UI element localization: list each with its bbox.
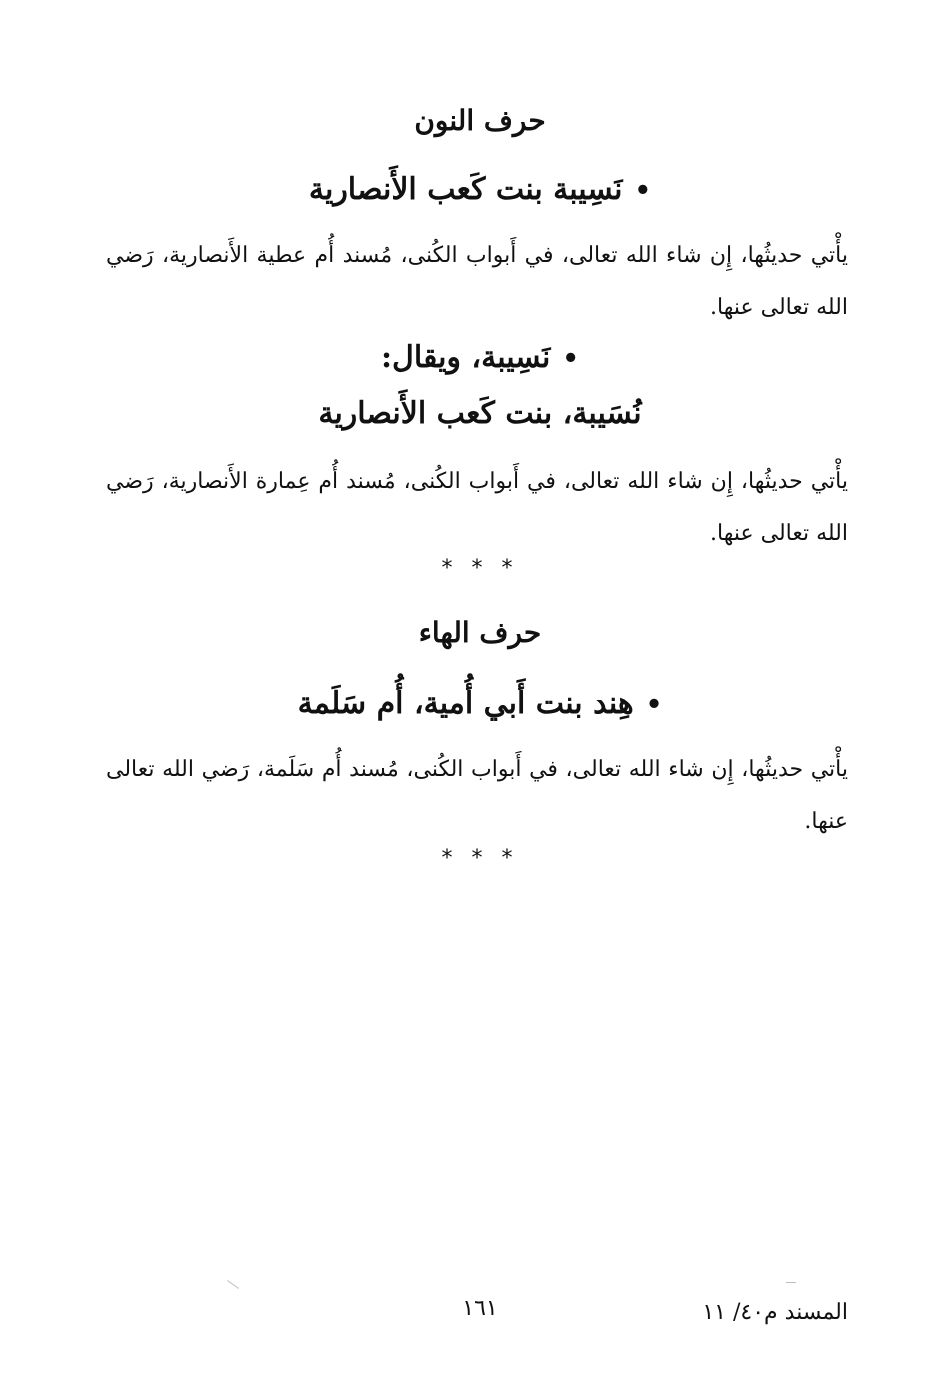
- letter-heading-nun: حرف النون: [414, 104, 546, 137]
- entry-text-nasiba-2: يأْتي حديثُها، إِن شاء الله تعالى، في أَبواب الكُنى، مُسند أُم عِمارة الأَنصارية، رَضي الله تعالى عنها.: [106, 469, 848, 546]
- section-separator: * * *: [441, 556, 519, 581]
- entry-title: نَسِيبة بنت كَعب الأَنصارية: [308, 172, 623, 207]
- bullet-icon: •: [562, 344, 580, 374]
- scan-mark: [227, 1280, 239, 1289]
- printer-signature: المسند م٤٠/ ١١: [702, 1300, 848, 1325]
- scan-mark: [786, 1282, 796, 1283]
- entry-text-hind: يأْتي حديثُها، إِن شاء الله تعالى، في أَبواب الكُنى، مُسند أُم سَلَمة، رَضي الله تعالى عنها.: [106, 757, 848, 834]
- letter-heading-ha: حرف الهاء: [418, 616, 542, 649]
- entry-title: هِند بنت أَبي أُمية، أُم سَلَمة: [297, 686, 634, 721]
- section-separator: * * *: [441, 846, 519, 871]
- entry-heading-nasiba-1: [100, 172, 860, 207]
- bullet-icon: •: [645, 690, 663, 720]
- bullet-icon: •: [634, 176, 652, 206]
- entry-text-nasiba-1: يأْتي حديثُها، إِن شاء الله تعالى، في أَبواب الكُنى، مُسند أُم عطية الأَنصارية، رَضي الله تعالى عنها.: [106, 243, 848, 320]
- entry-heading-nasiba-2-line2: نُسَيبة، بنت كَعب الأَنصارية: [318, 396, 642, 431]
- entry-heading-nasiba-2: [100, 340, 860, 375]
- page-number: ١٦١: [462, 1296, 498, 1321]
- entry-title: نَسِيبة، ويقال:: [380, 340, 551, 375]
- entry-heading-hind: [100, 686, 860, 721]
